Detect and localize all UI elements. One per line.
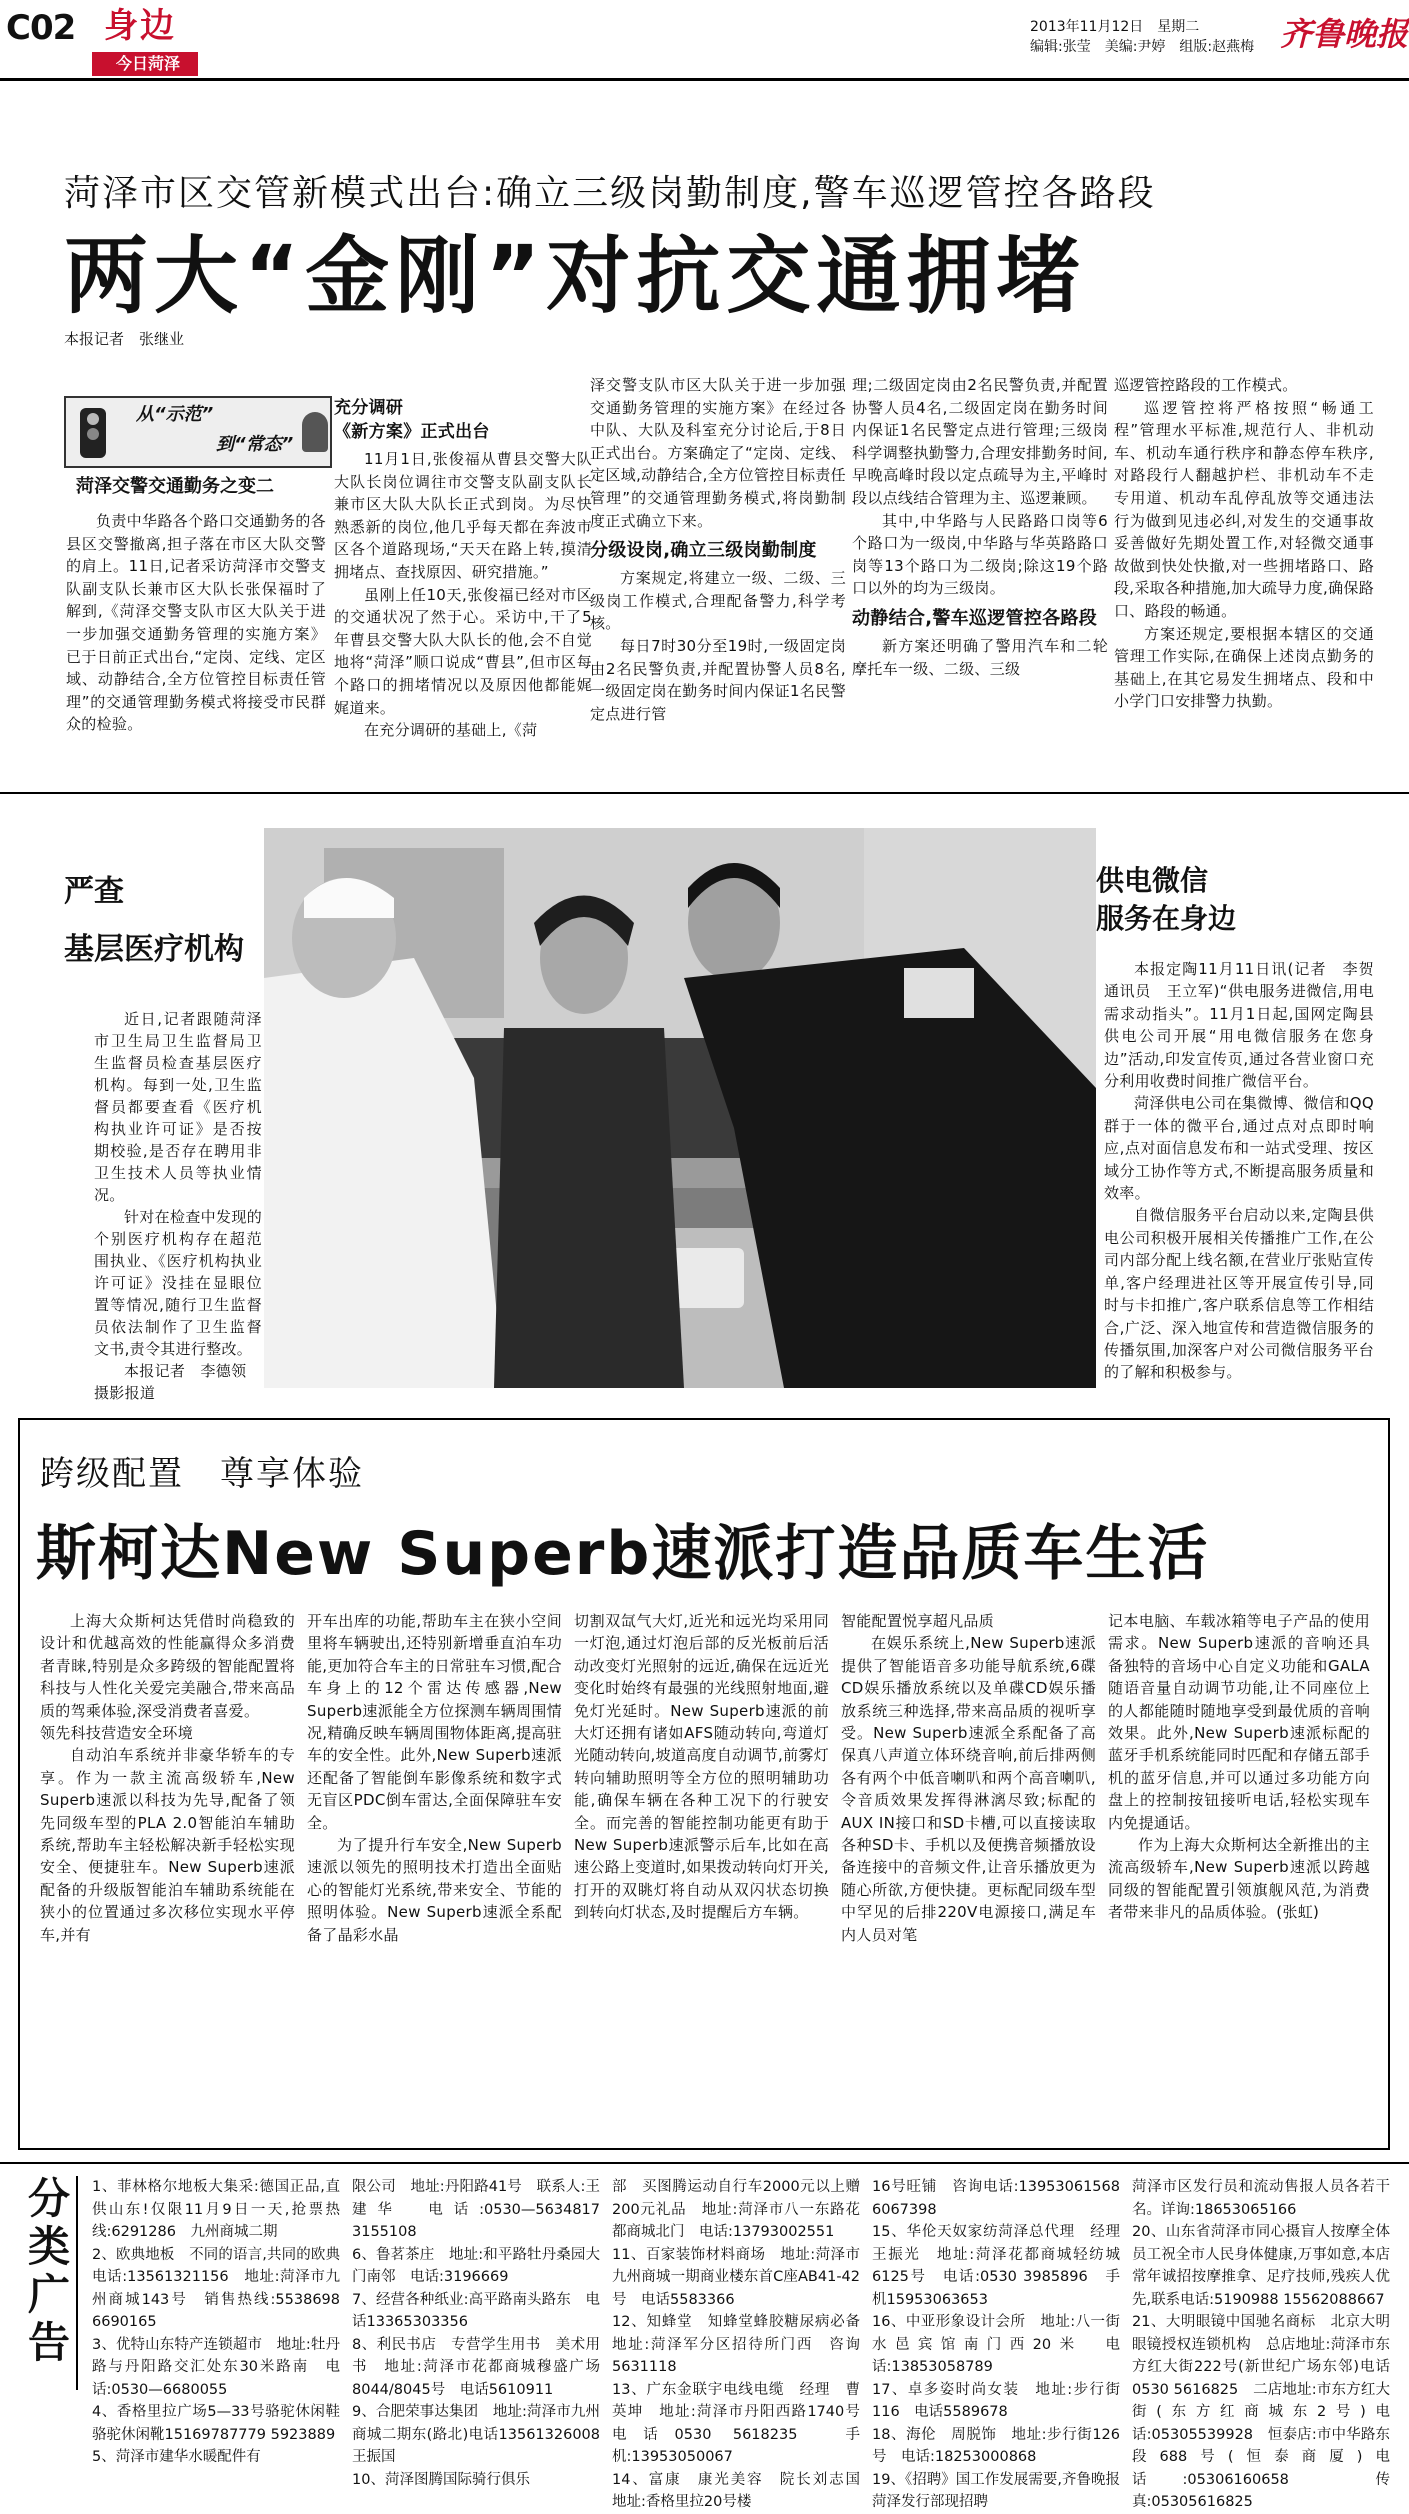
classifieds-label	[16, 2176, 78, 2390]
main-col2-p1: 11月1日,张俊福从曹县交警大队大队长岗位调往市交警支队副支队长兼市区大队大队长正式到岗。为尽快熟悉新的岗位,他几乎每天都在奔波市区各个道路现场,“天天在路上转,摸清拥堵点、查找原因、研究措施。”	[334, 450, 592, 581]
advert-c3-p1: 切割双氙气大灯,近光和远光均采用同一灯泡,通过灯泡后部的反光板前后活动改变灯光照射的远近,确保在远近光变化时始终有最强的光线照射地面,避免灯光延时。New Superb速派的前大灯还拥有诸如AFS随动转向,弯道灯光随动转向,坡道高度自动调节,前雾灯转向辅助照明等全方位的照明辅助功能,确保车辆在各种工况下的行驶安全。而完善的智能控制功能更有助于New Superb速派警示后车,比如在高速公路上变道时,如果拨动转向灯开关,打开的双眺灯将自动从双闪状态切换到转向灯状态,及时提醒后方车辆。	[574, 1612, 829, 1922]
advert-c4-p1: 在娱乐系统上,New Superb速派提供了智能语音多功能导航系统,6碟CD娱乐播放系统以及单碟CD娱乐播放系统三种选择,带来高品质的视听享受。New Superb速派全系配备了高保真八声道立体环绕音响,前后排两侧各有两个中低音喇叭和两个高音喇叭,令音质效果发挥得淋漓尽致;标配的AUX IN接口和SD卡槽,可以直接读取各种SD卡、手机以及便携音频播放设备连接中的音频文件,让音乐播放更为随心所欲,方便快捷。更标配同级车型中罕见的后排220V电源接口,满足车内人员对笔	[841, 1634, 1096, 1944]
main-col5-p2: 巡逻管控将严格按照“畅通工程”管理水平标准,规范行人、非机动车、机动车通行秩序和静态停车秩序,对路段行人翻越护栏、非机动车不走专用道、机动车乱停乱放等交通违法行为做到见违必纠,对发生的交通事故妥善做好先期处置工作,对轻微交通事故做到快处快撤,对一些拥堵路口、路段,采取各种措施,加大疏导力度,确保路口、路段的畅通。	[1114, 398, 1375, 620]
main-byline: 本报记者 张继业	[64, 330, 185, 348]
main-headline: 两大“金刚”对抗交通拥堵	[64, 227, 1087, 325]
right-story-title-2: 服务在身边	[1096, 902, 1237, 935]
advert-c1-p1: 上海大众斯柯达凭借时尚稳致的设计和优越高效的性能赢得众多消费者青睐,特别是众多跨级的智能配置将科技与人性化关爱完美融合,带来高品质的驾乘体验,深受消费者喜爱。	[40, 1612, 295, 1720]
subhead-patrol: 动静结合,警车巡逻管控各路段	[852, 607, 1098, 629]
left-story-byline-2: 摄影报道	[94, 1384, 156, 1402]
main-col-2	[334, 396, 592, 742]
advert-c4-heading: 智能配置悦享超凡品质	[841, 1612, 995, 1630]
section-name: 身边	[104, 6, 176, 46]
main-col-3	[590, 374, 846, 725]
editors-line: 编辑:张莹 美编:尹婷 组版:赵燕梅	[1030, 39, 1255, 55]
badge-bottom-text: 到“常态”	[216, 434, 294, 455]
advert-c1-heading: 领先科技营造安全环境	[40, 1724, 194, 1743]
main-kicker: 菏泽市区交管新模式出台:确立三级岗勤制度,警车巡逻管控各路段	[64, 173, 1156, 214]
left-story-body	[94, 1008, 262, 1404]
classifieds-col-1: 1、菲林格尔地板大集采:德国正品,直供山东!仅限11月9日一天,抢票热线:6291286 九州商城二期 2、欧典地板 不同的语言,共同的欧典 电话:13561321156 地址:菏泽市九州商城143号 销售热线:5538698 6690165 3、优特山东特产连锁超市 地址:牡丹路与丹阳路交汇处东30米路南 电话:0530—6680055 4、香格里拉广场5—33号骆驼休闲鞋 骆驼休闲靴15169787779 5923889 5、菏泽市建华水暖配件有	[92, 2179, 340, 2465]
main-col3-p2: 方案规定,将建立一级、二级、三级岗工作模式,合理配备警力,科学考核。	[590, 569, 846, 633]
left-story-byline-1: 本报记者 李德领	[124, 1362, 247, 1380]
main-col2-p3: 在充分调研的基础上,《菏	[364, 721, 538, 740]
badge-top-text: 从“示范”	[136, 404, 214, 425]
subhead-new-plan: 《新方案》正式出台	[334, 422, 490, 442]
classifieds-col-5: 菏泽市区发行员和流动售报人员各若干名。详询:18653065166 20、山东省菏泽市同心摄盲人按摩全体员工祝全市人民身体健康,万事如意,本店常年诚招按摩推拿、足疗技师,残疾人优先,联系电话:5190988 15562088667 21、大明眼镜中国驰名商标 北京大明眼镜授权连锁机构 总店地址:菏泽市东方红大街222号(新世纪广场东邻)电话0530 5616825 二店地址:市东方红大街(东方红商城东2号)电话:05305539928 恒泰店:市中华路东段688号(恒泰商厦)电话:05306160658 传真:05305616825	[1132, 2179, 1390, 2510]
main-col4-p2: 其中,中华路与人民路路口岗等6个路口为一级岗,中华路与华英路路口岗等13个路口为二级岗;除这19个路口以外的均为三级岗。	[852, 511, 1108, 598]
classifieds-col-2: 限公司 地址:丹阳路41号 联系人:王建华 电话:0530—5634817 3155108 6、鲁茗茶庄 地址:和平路牡丹桑园大门南邻 电话:3196669 7、经营各种纸业:高平路南头路东 电话13365303356 8、利民书店 专营学生用书 美术用书 地址:菏泽市花都商城穆盛广场8044/8045号 电话5610911 9、合肥荣事达集团 地址:菏泽市九州商城二期东(路北)电话13561326008 王振国 10、菏泽图腾国际骑行俱乐	[352, 2179, 600, 2488]
advert-col-3	[574, 1610, 829, 1924]
main-col-4	[852, 374, 1108, 680]
right-story-body	[1104, 958, 1390, 1384]
date-text: 2013年11月12日	[1030, 19, 1144, 35]
classifieds-rule	[0, 2162, 1409, 2164]
right-story-p3: 自微信服务平台启动以来,定陶县供电公司积极开展相关传播推广工作,在公司内部分配上线名额,在营业厅张贴宣传单,客户经理进社区等开展宣传引导,同时与卡扣推广,客户联系信息等工作相结合,广泛、深入地宣传和营造微信服务的传播氛围,加深客户对公司微信服务平台的了解和积极参与。	[1104, 1206, 1374, 1382]
left-story-p2: 针对在检查中发现的个别医疗机构存在超范围执业、《医疗机构执业许可证》没挂在显眼位置等情况,随行卫生监督员依法制作了卫生监督文书,责令其进行整改。	[94, 1208, 262, 1358]
main-col4-p1: 理;二级固定岗由2名民警负责,并配置协警人员4名,二级固定岗在勤务时间内保证1名民警定点进行管理;三级岗科学调整执勤警力,合理安排勤务时间,早晚高峰时段以定点疏导为主,平峰时段以点线结合管理为主、巡逻兼顾。	[852, 376, 1108, 507]
header-rule	[0, 78, 1409, 81]
left-story-title-1: 严查	[64, 874, 124, 909]
traffic-light-icon	[80, 408, 106, 458]
main-col4-p3: 新方案还明确了警用汽车和二轮摩托车一级、二级、三级	[852, 636, 1108, 678]
newspaper-logo: 齐鲁晚报	[1280, 15, 1409, 53]
series-title: 菏泽交警交通勤务之变二	[76, 476, 274, 497]
main-col5-p1: 巡逻管控路段的工作模式。	[1114, 376, 1298, 394]
advert-c5-p2: 作为上海大众斯柯达全新推出的主流高级轿车,New Superb速派以跨越同级的智能配置引领旗舰风范,为消费者带来非凡的品质体验。(张虹)	[1108, 1836, 1370, 1922]
right-story-title-1: 供电微信	[1096, 864, 1209, 897]
right-story-p2: 菏泽供电公司在集微博、微信和QQ群于一体的微平台,通过点对点即时响应,点对面信息发布和一站式受理、按区域分工协作等方式,不断提高服务质量和效率。	[1104, 1094, 1374, 1203]
masthead	[0, 0, 1409, 73]
left-story-title-2: 基层医疗机构	[64, 932, 244, 967]
subhead-research: 充分调研	[334, 398, 404, 418]
series-badge	[64, 396, 332, 468]
classifieds-col-4: 16号旺铺 咨询电话:13953061568 6067398 15、华伦天奴家纺菏泽总代理 经理王振光 地址:菏泽花都商城轻纺城6125号 电话:0530 3985896 手机15953063653 16、中亚形象设计会所 地址:八一街水邑宾馆南门西20米 电话:13853058789 17、卓多姿时尚女装 地址:步行街116 电话5589678 18、海伦 周脱饰 地址:步行街126号 电话:18253000868 19、《招聘》国工作发展需要,齐鲁晚报菏泽发行部现招聘	[872, 2179, 1120, 2510]
advert-c5-p1: 记本电脑、车载冰箱等电子产品的使用需求。New Superb速派的音响还具备独特的音场中心自定义功能和GALA随语音量自动调节功能,让不同座位上的人都能随时随地享受到最优质的音响效果。此外,New Superb速派标配的蓝牙手机系统能同时匹配和存储五部手机的蓝牙信息,并可以通过多功能方向盘上的控制按钮接听电话,轻松实现车内免提通话。	[1108, 1612, 1370, 1832]
main-col3-p1: 泽交警支队市区大队关于进一步加强交通勤务管理的实施方案》在经过各中队、大队及科室充分讨论后,于8日正式出台。方案确定了“定岗、定线、定区域,动静结合,全方位管控目标责任管理”的交通管理勤务模式,将岗勤制度正式确立下来。	[590, 376, 846, 530]
advert-col-5	[1108, 1610, 1370, 1924]
weekday-text: 星期二	[1157, 19, 1200, 35]
advert-c2-p1: 开车出库的功能,帮助车主在狭小空间里将车辆驶出,还特别新增垂直泊车功能,更加符合车主的日常驻车习惯,配合车身上的12个雷达传感器,New Superb速派能全方位探测车辆周围情况,精确反映车辆周围物体距离,提高驻车的安全性。此外,New Superb速派还配备了智能倒车影像系统和数字式无盲区PDC倒车雷达,全面保障驻车安全。	[307, 1612, 562, 1832]
main-col-5	[1114, 374, 1374, 713]
right-story-p1: 本报定陶11月11日讯(记者 李贺 通讯员 王立军)“供电服务进微信,用电需求动指头”。11月1日起,国网定陶县供电公司开展“用电微信服务在您身边”活动,印发宣传页,通过各营业窗口充分利用收费时间推广微信平台。	[1104, 960, 1390, 1091]
advert-c1-p2: 自动泊车系统并非豪华轿车的专享。作为一款主流高级轿车,New Superb速派以科技为先导,配备了领先同级车型的PLA 2.0智能泊车辅助系统,帮助车主轻松解决新手轻松实现安全、便捷驻车。New Superb速派配备的升级版智能泊车辅助系统能在狭小的位置通过多次移位实现水平停车,并有	[40, 1746, 295, 1944]
police-cap-icon	[302, 412, 328, 452]
inspection-photo	[264, 828, 1096, 1388]
main-col5-p3: 方案还规定,要根据本辖区的交通管理工作实际,在确保上述岗点勤务的基础上,在其它易发生拥堵点、段和中小学门口安排警力执勤。	[1114, 624, 1374, 711]
left-story-p1: 近日,记者跟随菏泽市卫生局卫生监督局卫生监督员检查基层医疗机构。每到一处,卫生监督员都要查看《医疗机构执业许可证》是否按期校验,是否存在聘用非卫生技术人员等执业情况。	[94, 1010, 262, 1204]
advert-col-2	[307, 1610, 562, 1946]
classifieds-label-text: 分类广告	[22, 2176, 71, 2368]
advert-c2-p2: 为了提升行车安全,New Superb速派以领先的照明技术打造出全面贴心的智能灯光系统,带来安全、节能的照明体验。New Superb速派全系配备了晶彩水晶	[307, 1836, 562, 1944]
main-col1-text: 负责中华路各个路口交通勤务的各县区交警撤离,担子落在市区大队交警的肩上。11日,记者采访菏泽市交警支队副支队长兼市区大队长张保福时了解到,《菏泽交警支队市区大队关于进一步加强交通勤务管理的实施方案》已于日前正式出台,“定岗、定线、定区域、动静结合,全方位管控目标责任管理”的交通管理勤务模式将接受市民群众的检验。	[66, 512, 326, 734]
inspection-photo-image	[264, 828, 1096, 1388]
advert-col-1	[40, 1610, 295, 1946]
page-code: C02	[6, 8, 76, 48]
section-divider-1	[0, 792, 1409, 794]
advert-headline: 斯柯达New Superb速派打造品质车生活	[36, 1519, 1210, 1589]
advert-col-4	[841, 1610, 1096, 1946]
subsection-name: 今日菏泽	[115, 54, 180, 73]
advert-kicker: 跨级配置 尊享体验	[40, 1454, 364, 1494]
issue-date	[1030, 18, 1199, 36]
main-col-1	[66, 510, 326, 736]
main-col3-p3: 每日7时30分至19时,一级固定岗由2名民警负责,并配置协警人员8名,一级固定岗在勤务时间内保证1名民警定点进行管	[590, 636, 846, 723]
classifieds-col-3: 部 买图腾运动自行车2000元以上赠200元礼品 地址:菏泽市八一东路花都商城北门 电话:13793002551 11、百家装饰材料商场 地址:菏泽市九州商城一期商业楼东首C座AB41-42号 电话5583366 12、知蜂堂 知蜂堂蜂胶糖尿病必备 地址:菏泽军分区招待所门西 咨询5631118 13、广东金联宇电线电缆 经理 曹英坤 地址:菏泽市丹阳西路1740号 电话0530 5618235 手机:13953050067 14、富康 康光美容 院长刘志国 地址:香格里拉20号楼	[612, 2179, 860, 2510]
main-col2-p2: 虽刚上任10天,张俊福已经对市区的交通状况了然于心。采访中,干了5年曹县交警大队大队长的他,会不自觉地将“菏泽”顺口说成“曹县”,但市区每个路口的拥堵情况以及原因他都能娓娓道来。	[334, 585, 592, 717]
subhead-tiered-posts: 分级设岗,确立三级岗勤制度	[590, 540, 817, 562]
